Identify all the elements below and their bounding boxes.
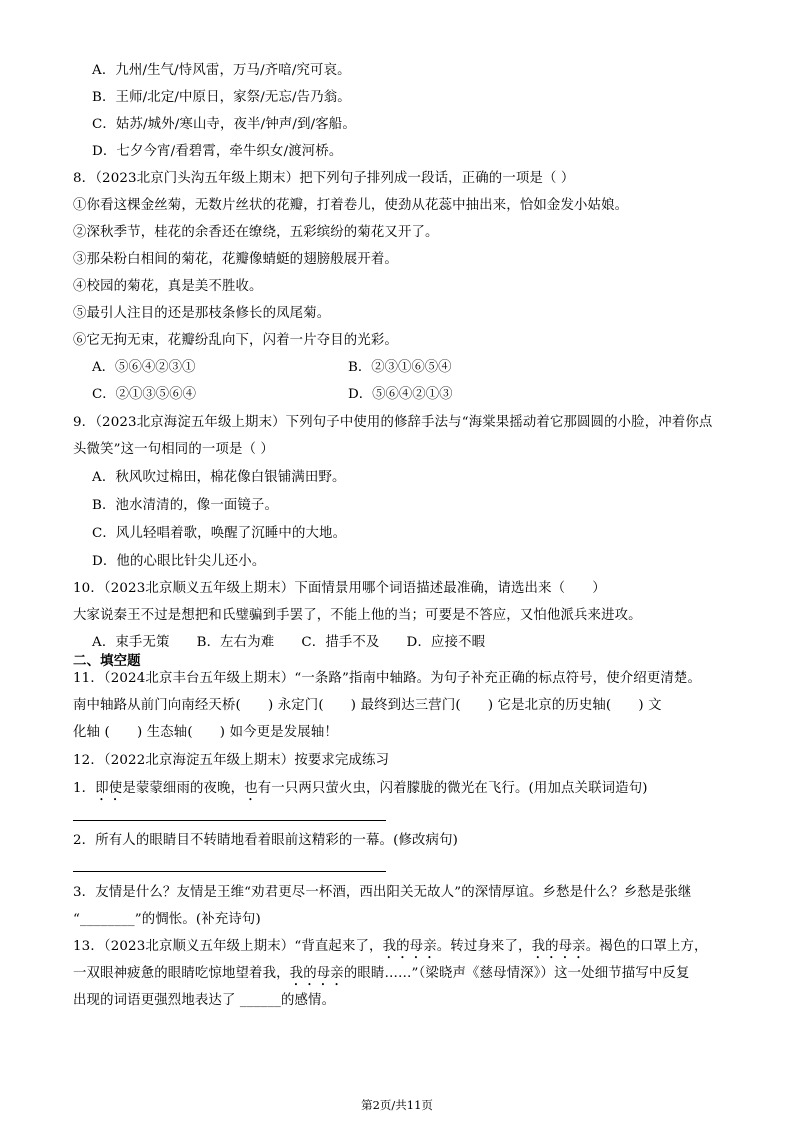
q8-option-b: B．②③①⑥⑤④ [348, 360, 452, 375]
q12-item-3-line-2: “________”的惆怅。(补充诗句) [73, 912, 261, 927]
answer-line-2[interactable] [73, 871, 386, 872]
section-heading-fill-in: 二、填空题 [73, 653, 141, 669]
q13-line-2-text-b: 的眼睛……”（梁晓声《慈母情深》）这一处细节描写中反复 [343, 966, 690, 981]
q9-stem-line-1: 9．（2023北京海淀五年级上期末）下列句子中使用的修辞手法与“海棠果摇动着它那圆圆的小脸，冲着你点 [73, 415, 713, 430]
q9-stem-line-2: 头微笑”这一句相同的一项是（ ） [73, 442, 274, 457]
q8-sentence-4: ④校园的菊花，真是美不胜收。 [73, 279, 263, 294]
q8-option-c: C．②①③⑤⑥④ [92, 387, 196, 402]
q7-option-b: B．王师/北定/中原日，家祭/无忘/告乃翁。 [92, 90, 351, 105]
q10-options: A．束手无策 B．左右为难 C．措手不及 D．应接不暇 [92, 635, 486, 650]
page-footer: 第2页/共11页 [361, 1098, 433, 1112]
q8-stem: 8．（2023北京门头沟五年级上期末）把下列句子排列成一段话，正确的一项是（ ） [73, 171, 575, 186]
q12-item-2: 2．所有人的眼睛目不转睛地看着眼前这精彩的一幕。(修改病句) [73, 833, 459, 848]
q8-sentence-2: ②深秋季节，桂花的余香还在缭绕，五彩缤纷的菊花又开了。 [73, 225, 439, 240]
q11-line-2: 化轴 ( ) 生态轴( ) 如今更是发展轴！ [73, 725, 338, 740]
q13-line-1-text-b: 。转过身来了， [436, 939, 532, 954]
q8-sentence-5: ⑤最引人注目的还是那枝条修长的凤尾菊。 [73, 306, 331, 321]
q13-line-2 [73, 965, 689, 989]
q7-option-c: C．姑苏/城外/寒山寺，夜半/钟声/到/客船。 [92, 117, 356, 132]
q13-line-2-text-a: 一双眼神疲惫的眼睛吃惊地望着我， [73, 966, 290, 981]
q8-option-d: D．⑤⑥④②①③ [348, 387, 453, 402]
q10-scene: 大家说秦王不过是想把和氏璧骗到手罢了，不能上他的当；可要是不答应，又怕他派兵来进攻。 [73, 608, 642, 623]
emphasized-phrase-2: 我的母亲 [531, 939, 586, 954]
q8-sentence-6: ⑥它无拘无束，花瓣纷乱向下，闪着一片夺目的光彩。 [73, 333, 398, 348]
q12-stem: 12．（2022北京海淀五年级上期末）按要求完成练习 [73, 753, 390, 768]
q9-option-a: A．秋风吹过棉田，棉花像白银铺满田野。 [92, 470, 346, 485]
q7-option-a: A．九州/生气/恃风雷，万马/齐喑/究可哀。 [92, 63, 351, 78]
q13-line-1-text-c: 。褐色的口罩上方， [585, 939, 708, 954]
q13-line-3: 出现的词语更强烈地表达了 ______的感情。 [73, 993, 336, 1008]
q11-line-1: 南中轴路从前门向南经天桥( ) 永定门( ) 最终到达三营门( ) 它是北京的历史轴( ) 文 [73, 698, 662, 713]
emphasized-conjunction-2: 也 [244, 781, 258, 796]
q9-option-b: B．池水清清的，像一面镜子。 [92, 498, 279, 513]
q8-sentence-1: ①你看这棵金丝菊，无数片丝状的花瓣，打着卷儿，使劲从花蕊中抽出来，恰如金发小姑娘。 [73, 198, 629, 213]
q12-item-1-text-a: 是蒙蒙细雨的夜晚， [122, 781, 245, 796]
q13-line-1 [73, 938, 708, 962]
q8-sentence-3: ③那朵粉白相间的菊花，花瓣像蜻蜓的翅膀般展开着。 [73, 252, 398, 267]
q10-stem: 10．（2023北京顺义五年级上期末）下面情景用哪个词语描述最准确，请选出来（ ） [73, 581, 606, 596]
q9-option-d: D．他的心眼比针尖儿还小。 [92, 554, 266, 569]
q12-item-1-text-b: 有一只两只萤火虫，闪着朦胧的微光在飞行。(用加点关联词造句) [257, 781, 648, 796]
emphasized-conjunction-1: 即使 [95, 781, 123, 796]
q11-stem: 11．（2024北京丰台五年级上期末）“一条路”指南中轴路。为句子补充正确的标点符号，使介绍更清楚。 [73, 671, 702, 686]
q12-item-1 [73, 780, 648, 804]
q12-item-1-number: 1． [73, 781, 96, 796]
q7-option-d: D．七夕今宵/看碧霄，牵牛织女/渡河桥。 [92, 144, 343, 159]
emphasized-phrase-3: 我的母亲 [289, 966, 344, 981]
q12-item-3-line-1: 3．友情是什么？友情是王维“劝君更尽一杯酒，西出阳关无故人”的深情厚谊。乡愁是什么？乡愁是张继 [73, 885, 692, 900]
q13-line-1-text-a: 13．（2023北京顺义五年级上期末）“背直起来了， [73, 939, 383, 954]
q8-option-a: A．⑤⑥④②③① [92, 360, 196, 375]
emphasized-phrase-1: 我的母亲 [382, 939, 437, 954]
q9-option-c: C．风儿轻唱着歌，唤醒了沉睡中的大地。 [92, 526, 347, 541]
answer-line-1[interactable] [73, 820, 386, 821]
